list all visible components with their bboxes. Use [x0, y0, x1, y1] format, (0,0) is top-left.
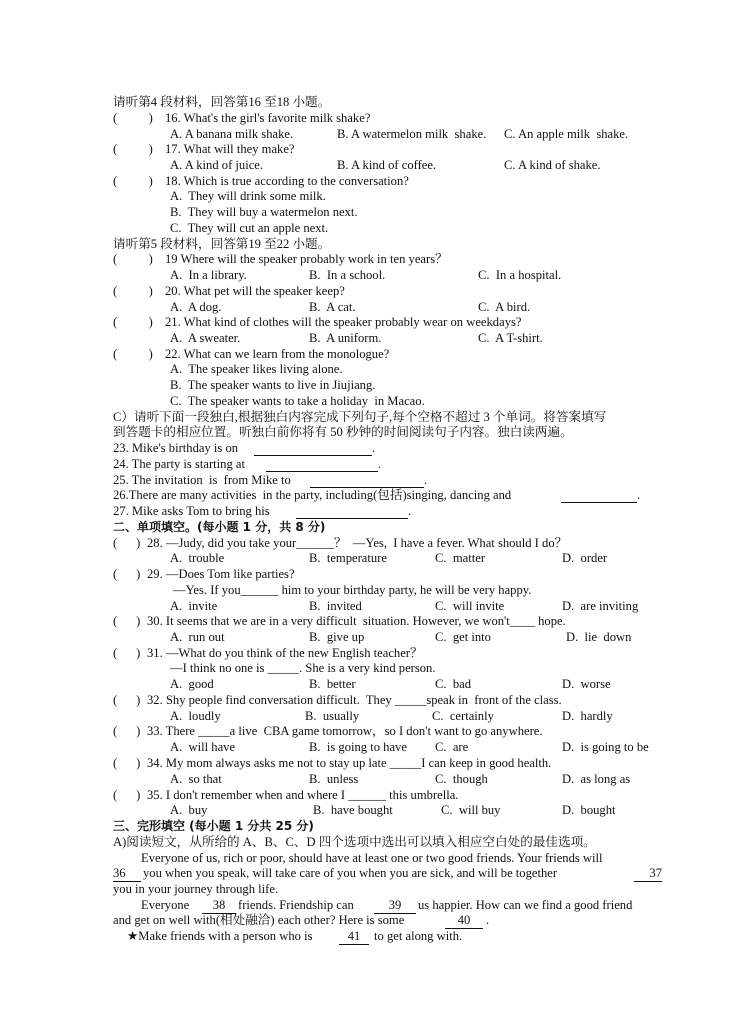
question-21-stem: 21. What kind of clothes will the speaker probably wear on weekdays? [165, 315, 522, 329]
q17-option-a: A. A kind of juice. [170, 158, 264, 172]
q34-option-c: C. though [435, 772, 488, 786]
fill-26-period: . [637, 488, 641, 502]
fill-blank-27[interactable] [296, 518, 408, 519]
q16-option-c: C. An apple milk shake. [504, 127, 629, 141]
q28-option-c: C. matter [435, 551, 486, 565]
fill-question-27: 27. Mike asks Tom to bring his [113, 504, 270, 518]
passage-line-6-end: to get along with. [374, 929, 463, 943]
section-c-instruction-line1: C）请听下面一段独白,根据独白内容完成下列句子,每个空格不超过 3 个单词。将答案填写 [113, 410, 607, 424]
q22-option-a: A. The speaker likes living alone. [170, 362, 343, 376]
question-20-stem: 20. What pet will the speaker keep? [165, 284, 345, 298]
blank-36[interactable]: 36 [113, 866, 141, 882]
q31-option-b: B. better [309, 677, 356, 691]
q33-option-a: A. will have [170, 740, 236, 754]
q30-option-a: A. run out [170, 630, 225, 644]
fill-blank-26[interactable] [561, 502, 637, 503]
q20-option-c: C. A bird. [478, 300, 531, 314]
q16-option-b: B. A watermelon milk shake. [337, 127, 487, 141]
question-29-stem: 29. —Does Tom like parties? [147, 567, 295, 581]
blank-41[interactable]: 41 [339, 929, 369, 945]
q31-option-c: C. bad [435, 677, 472, 691]
blank-40[interactable]: 40 [445, 913, 483, 929]
answer-paren-21[interactable]: ( ) [113, 315, 153, 329]
question-16-stem: 16. What's the girl's favorite milk shake? [165, 111, 371, 125]
q30-option-c: C. get into [435, 630, 491, 644]
q33-option-d: D. is going to be [562, 740, 649, 754]
q32-option-b: B. usually [305, 709, 360, 723]
answer-paren-16[interactable]: ( ) [113, 111, 153, 125]
answer-paren-19[interactable]: ( ) [113, 252, 153, 266]
q35-option-d: D. bought [562, 803, 616, 817]
fill-question-24: 24. The party is starting at [113, 457, 245, 471]
q21-option-c: C. A T-shirt. [478, 331, 543, 345]
q32-option-c: C. certainly [432, 709, 494, 723]
q35-option-c: C. will buy [441, 803, 501, 817]
answer-paren-32[interactable]: ( ) [113, 693, 141, 707]
q19-option-b: B. In a school. [309, 268, 386, 282]
q20-option-b: B. A cat. [309, 300, 356, 314]
answer-paren-34[interactable]: ( ) [113, 756, 141, 770]
question-22-stem: 22. What can we learn from the monologue? [165, 347, 390, 361]
question-31-stem: 31. —What do you think of the new English teacher？ [147, 646, 423, 660]
q31-option-d: D. worse [562, 677, 611, 691]
q34-option-d: D. as long as [562, 772, 631, 786]
q18-option-c: C. They will cut an apple next. [170, 221, 329, 235]
q28-option-a: A. trouble [170, 551, 225, 565]
answer-paren-18[interactable]: ( ) [113, 174, 153, 188]
question-18-stem: 18. Which is true according to the conversation? [165, 174, 409, 188]
fill-question-26: 26.There are many activities in the party, including(包括)singing, dancing and [113, 488, 512, 502]
q32-option-d: D. hardly [562, 709, 613, 723]
q31-option-a: A. good [170, 677, 214, 691]
blank-38[interactable]: 38 [202, 898, 236, 914]
section-5-instruction: 请听第5 段材料，回答第19 至22 小题。 [113, 237, 331, 251]
fill-blank-23[interactable] [254, 455, 372, 456]
fill-27-period: . [408, 504, 412, 518]
blank-37[interactable]: 37 [634, 866, 662, 882]
q28-option-d: D. order [562, 551, 608, 565]
q34-option-a: A. so that [170, 772, 222, 786]
passage-line-5-start: and get on well with(相处融洽) each other? Here is some [113, 913, 405, 927]
question-33-stem: 33. There _____a live CBA game tomorrow，so I don't want to go anywhere. [147, 724, 543, 738]
question-31-stem-response: —I think no one is _____. She is a very kind person. [170, 661, 436, 675]
question-19-stem: 19 Where will the speaker probably work in ten years？ [165, 252, 448, 266]
q34-option-b: B. unless [309, 772, 359, 786]
question-30-stem: 30. It seems that we are in a very difficult situation. However, we won't____ hope. [147, 614, 566, 628]
part-3-instruction: A)阅读短文，从所给的 A、B、C、D 四个选项中选出可以填入相应空白处的最佳选项。 [113, 835, 596, 849]
q29-option-d: D. are inviting [562, 599, 639, 613]
question-17-stem: 17. What will they make? [165, 142, 295, 156]
q21-option-b: B. A uniform. [309, 331, 382, 345]
part-2-title: 二、单项填空。(每小题 1 分，共 8 分) [113, 520, 326, 534]
passage-line-6-start: ★Make friends with a person who is [127, 929, 313, 943]
answer-paren-30[interactable]: ( ) [113, 614, 141, 628]
question-28-stem: 28. —Judy, did you take your______？ —Yes, I have a fever. What should I do？ [147, 536, 568, 550]
q22-option-c: C. The speaker wants to take a holiday in Macao. [170, 394, 425, 408]
answer-paren-31[interactable]: ( ) [113, 646, 141, 660]
q18-option-b: B. They will buy a watermelon next. [170, 205, 358, 219]
passage-line-1: Everyone of us, rich or poor, should have at least one or two good friends. Your friends will [141, 851, 603, 865]
q18-option-a: A. They will drink some milk. [170, 189, 326, 203]
q35-option-b: B. have bought [313, 803, 393, 817]
fill-25-period: . [424, 473, 428, 487]
fill-question-25: 25. The invitation is from Mike to [113, 473, 291, 487]
q17-option-b: B. A kind of coffee. [337, 158, 437, 172]
answer-paren-33[interactable]: ( ) [113, 724, 141, 738]
q29-option-b: B. invited [309, 599, 362, 613]
q28-option-b: B. temperature [309, 551, 387, 565]
blank-39[interactable]: 39 [374, 898, 416, 914]
question-32-stem: 32. Shy people find conversation difficult. They _____speak in front of the class. [147, 693, 562, 707]
answer-paren-20[interactable]: ( ) [113, 284, 153, 298]
q19-option-c: C. In a hospital. [478, 268, 562, 282]
answer-paren-17[interactable]: ( ) [113, 142, 153, 156]
part-3-title: 三、完形填空 (每小题 1 分共 25 分) [113, 819, 314, 833]
q33-option-b: B. is going to have [309, 740, 407, 754]
q22-option-b: B. The speaker wants to live in Jiujiang. [170, 378, 376, 392]
q21-option-a: A. A sweater. [170, 331, 241, 345]
passage-line-4-middle: friends. Friendship can [238, 898, 354, 912]
passage-line-2: you when you speak, will take care of you when you are sick, and will be together [143, 866, 558, 880]
question-34-stem: 34. My mom always asks me not to stay up late _____I can keep in good health. [147, 756, 552, 770]
q17-option-c: C. A kind of shake. [504, 158, 601, 172]
q20-option-a: A. A dog. [170, 300, 222, 314]
q32-option-a: A. loudly [170, 709, 221, 723]
q35-option-a: A. buy [170, 803, 208, 817]
section-c-instruction-line2: 到答题卡的相应位置。听独白前你将有 50 秒钟的时间阅读句子内容。独白读两遍。 [113, 425, 573, 439]
fill-24-period: . [378, 457, 382, 471]
answer-paren-35[interactable]: ( ) [113, 788, 141, 802]
q30-option-d: D. lie down [566, 630, 632, 644]
answer-paren-22[interactable]: ( ) [113, 347, 153, 361]
q29-option-a: A. invite [170, 599, 218, 613]
q33-option-c: C. are [435, 740, 469, 754]
q16-option-a: A. A banana milk shake. [170, 127, 294, 141]
question-29-stem-response: —Yes. If you______ him to your birthday party, he will be very happy. [173, 583, 532, 597]
section-4-instruction: 请听第4 段材料，回答第16 至18 小题。 [113, 95, 331, 109]
q30-option-b: B. give up [309, 630, 365, 644]
q29-option-c: C. will invite [435, 599, 505, 613]
answer-paren-29[interactable]: ( ) [113, 567, 141, 581]
fill-blank-24[interactable] [266, 471, 378, 472]
passage-line-4-end: us happier. How can we find a good friend [418, 898, 633, 912]
answer-paren-28[interactable]: ( ) [113, 536, 141, 550]
passage-line-4-start: Everyone [141, 898, 190, 912]
fill-23-period: . [372, 441, 376, 455]
question-35-stem: 35. I don't remember when and where I ______ this umbrella. [147, 788, 459, 802]
passage-line-5-end: . [486, 913, 490, 927]
fill-question-23: 23. Mike's birthday is on [113, 441, 239, 455]
q19-option-a: A. In a library. [170, 268, 247, 282]
passage-line-3: you in your journey through life. [113, 882, 279, 896]
